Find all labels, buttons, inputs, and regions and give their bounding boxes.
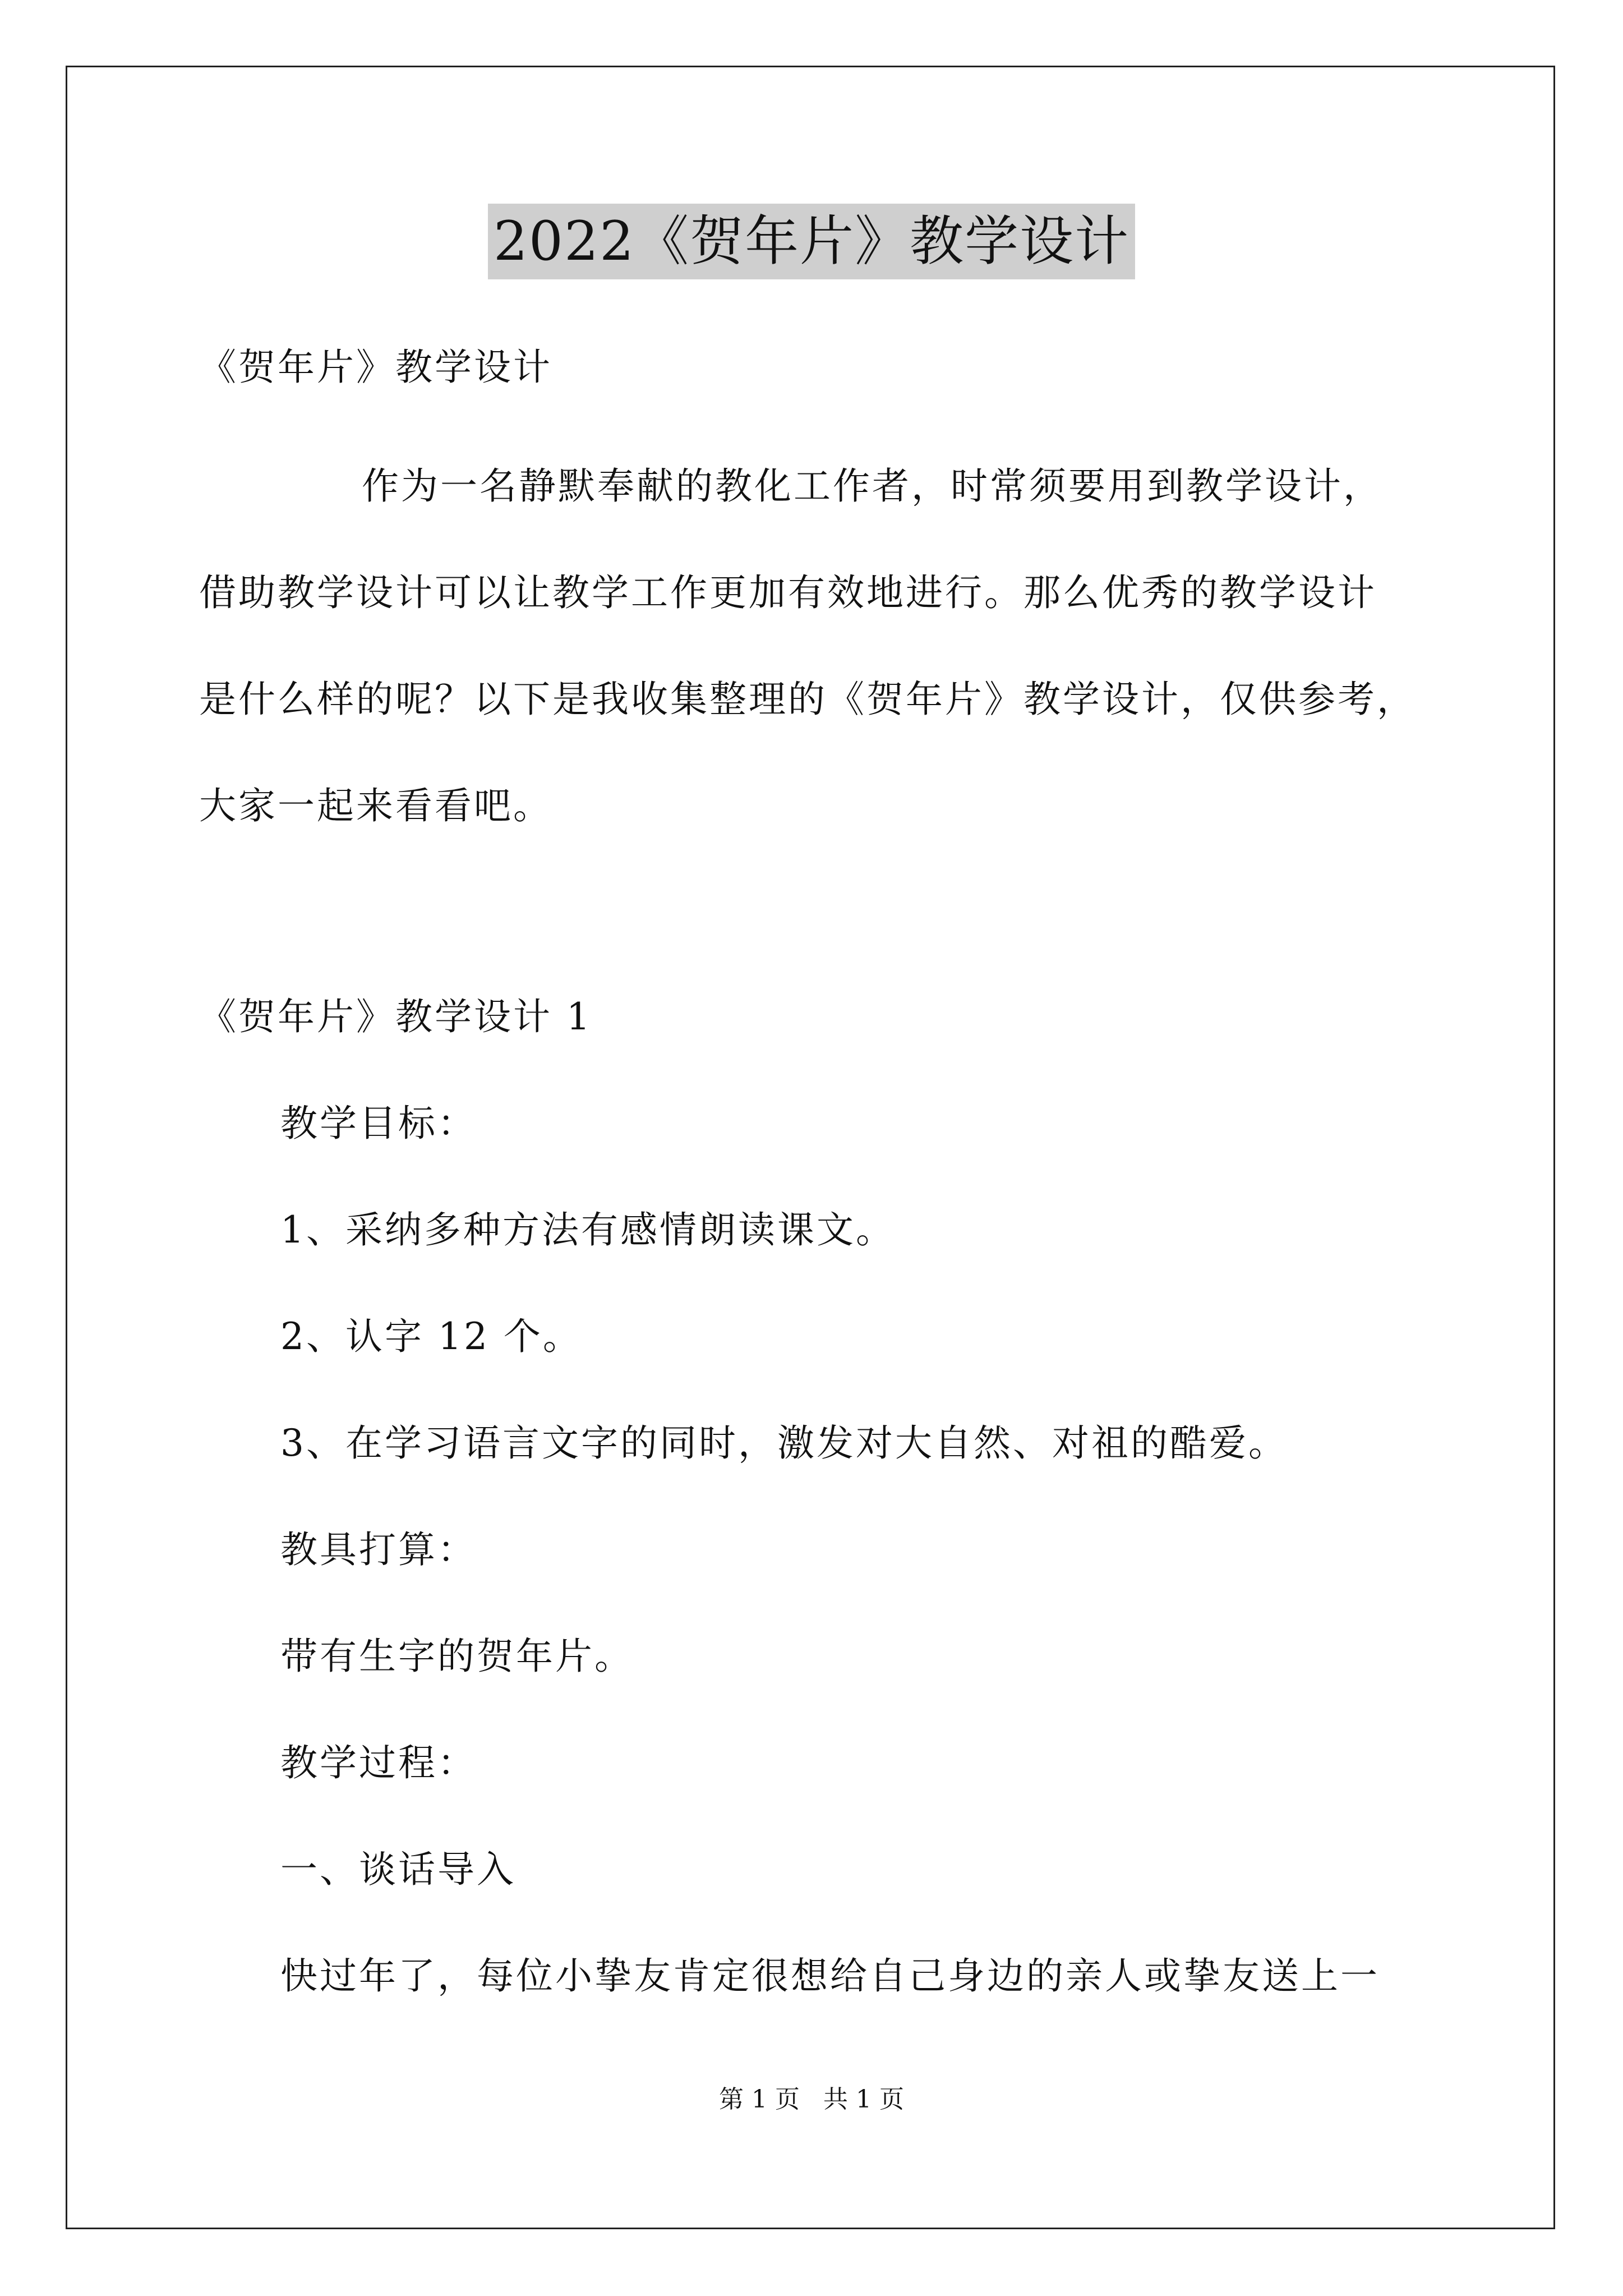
title-wrap [0, 204, 1623, 279]
body-line-8: 一、谈话导入 [280, 1848, 516, 1891]
body-line-6: 带有生字的贺年片。 [280, 1635, 634, 1678]
intro-line-4: 大家一起来看看吧。 [199, 784, 552, 827]
intro-line-3: 是什么样的呢？以下是我收集整理的《贺年片》教学设计，仅供参考， [199, 678, 1416, 721]
page-number-total: 共 1 页 [823, 2085, 904, 2114]
body-line-3: 2、认字 12 个。 [280, 1315, 582, 1358]
page-number-current: 第 1 页 [719, 2085, 800, 2114]
body-line-1: 教学目标： [280, 1102, 477, 1145]
page-footer [0, 2083, 1623, 2116]
intro-line-1: 作为一名静默奉献的教化工作者，时常须要用到教学设计， [362, 464, 1382, 508]
body-line-7: 教学过程： [280, 1741, 477, 1784]
document-subtitle: 《贺年片》教学设计 [199, 346, 552, 389]
body-line-9: 快过年了，每位小挚友肯定很想给自己身边的亲人或挚友送上一 [280, 1954, 1380, 1998]
body-line-2: 1、采纳多种方法有感情朗读课文。 [280, 1208, 895, 1251]
intro-line-2: 借助教学设计可以让教学工作更加有效地进行。那么优秀的教学设计 [199, 571, 1377, 614]
document-title: 2022《贺年片》教学设计 [488, 204, 1135, 279]
section-heading: 《贺年片》教学设计 1 [199, 995, 592, 1038]
body-line-4: 3、在学习语言文字的同时，激发对大自然、对祖的酷爱。 [280, 1421, 1288, 1465]
body-line-5: 教具打算： [280, 1528, 477, 1571]
